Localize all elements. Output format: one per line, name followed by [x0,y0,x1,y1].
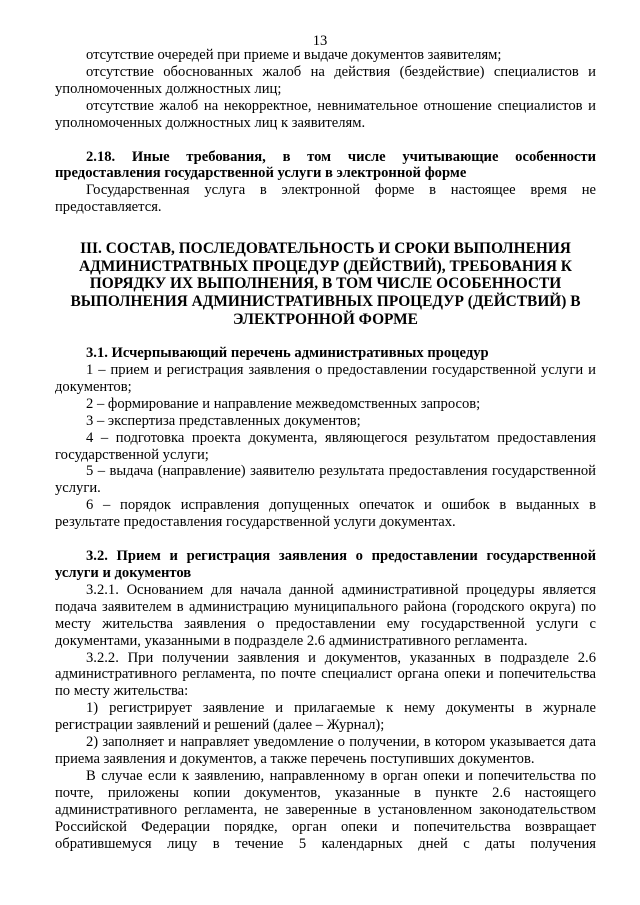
page-content [55,47,596,852]
paragraph: 3.2.2. При получении заявления и документов, указанных в подразделе 2.6 административного регламента, по почте специалист органа опеки и попечительства по месту жительства: [55,649,596,700]
paragraph: отсутствие очередей при приеме и выдаче документов заявителям; [86,47,502,63]
paragraph: В случае если к заявлению, направленному в орган опеки и попечительства по почте, приложены копии документов, указанные в пункте 2.6 настоящего административного регламента, не заверенные в установленном законодательством Российской Федерации порядке, орган опеки и попечительства возвращает обратившемуся лицу в течение 5 календарных дней с даты получения [55,767,596,852]
list-item: 6 – порядок исправления допущенных опечаток и ошибок в выданных в результате предоставления государственной услуги документах. [55,497,596,531]
section-heading-3-2: 3.2. Прием и регистрация заявления о предоставлении государственной услуги и документов [55,548,596,581]
section-heading-2-18: 2.18. Иные требования, в том числе учитывающие особенности предоставления государственной услуги в электронной форме [55,148,596,182]
paragraph: 1) регистрирует заявление и прилагаемые к нему документы в журнале регистрации заявлений и решений (далее – Журнал); [55,700,596,734]
list-item: 4 – подготовка проекта документа, являющегося результатом предоставления государственной услуги; [55,429,596,463]
paragraph: 3.2.1. Основанием для начала данной административной процедуры является подача заявителем в администрацию муниципального района (городского округа) по месту жительства заявления о предоставлении ему государственной услуги с документами, указанными в подразделе 2.6 административного регламента. [55,581,596,649]
list-item: 2 – формирование и направление межведомственных запросов; [86,395,481,412]
paragraph: Государственная услуга в электронной форме в настоящее время не предоставляется. [55,182,596,216]
section-heading-3-1: 3.1. Исчерпывающий перечень административных процедур [86,345,489,362]
list-item: 5 – выдача (направление) заявителю результата предоставления государственной услуги. [55,463,596,497]
list-item: 3 – экспертиза представленных документов; [86,412,361,429]
paragraph: отсутствие обоснованных жалоб на действия (бездействие) специалистов и уполномоченных должностных лиц; [55,63,596,97]
page-number: 13 [312,33,328,49]
paragraph: отсутствие жалоб на некорректное, невнимательное отношение специалистов и уполномоченных должностных лиц к заявителям. [55,97,596,131]
paragraph: 2) заполняет и направляет уведомление о получении, в котором указывается дата приема заявления и документов, а также перечень поступивших документов. [55,734,596,767]
list-item: 1 – прием и регистрация заявления о предоставлении государственной услуги и документов; [55,362,596,395]
chapter-title: III. СОСТАВ, ПОСЛЕДОВАТЕЛЬНОСТЬ И СРОКИ ВЫПОЛНЕНИЯ АДМИНИСТРАТВНЫХ ПРОЦЕДУР (ДЕЙСТВИЙ), ТРЕБОВАНИЯ К ПОРЯДКУ ИХ ВЫПОЛНЕНИЯ, В ТОМ ЧИСЛЕ ОСОБЕННОСТИ ВЫПОЛНЕНИЯ АДМИНИСТРАТИВНЫХ ПРОЦЕДУР (ДЕЙСТВИЙ) В ЭЛЕКТРОННОЙ ФОРМЕ [70,240,581,328]
